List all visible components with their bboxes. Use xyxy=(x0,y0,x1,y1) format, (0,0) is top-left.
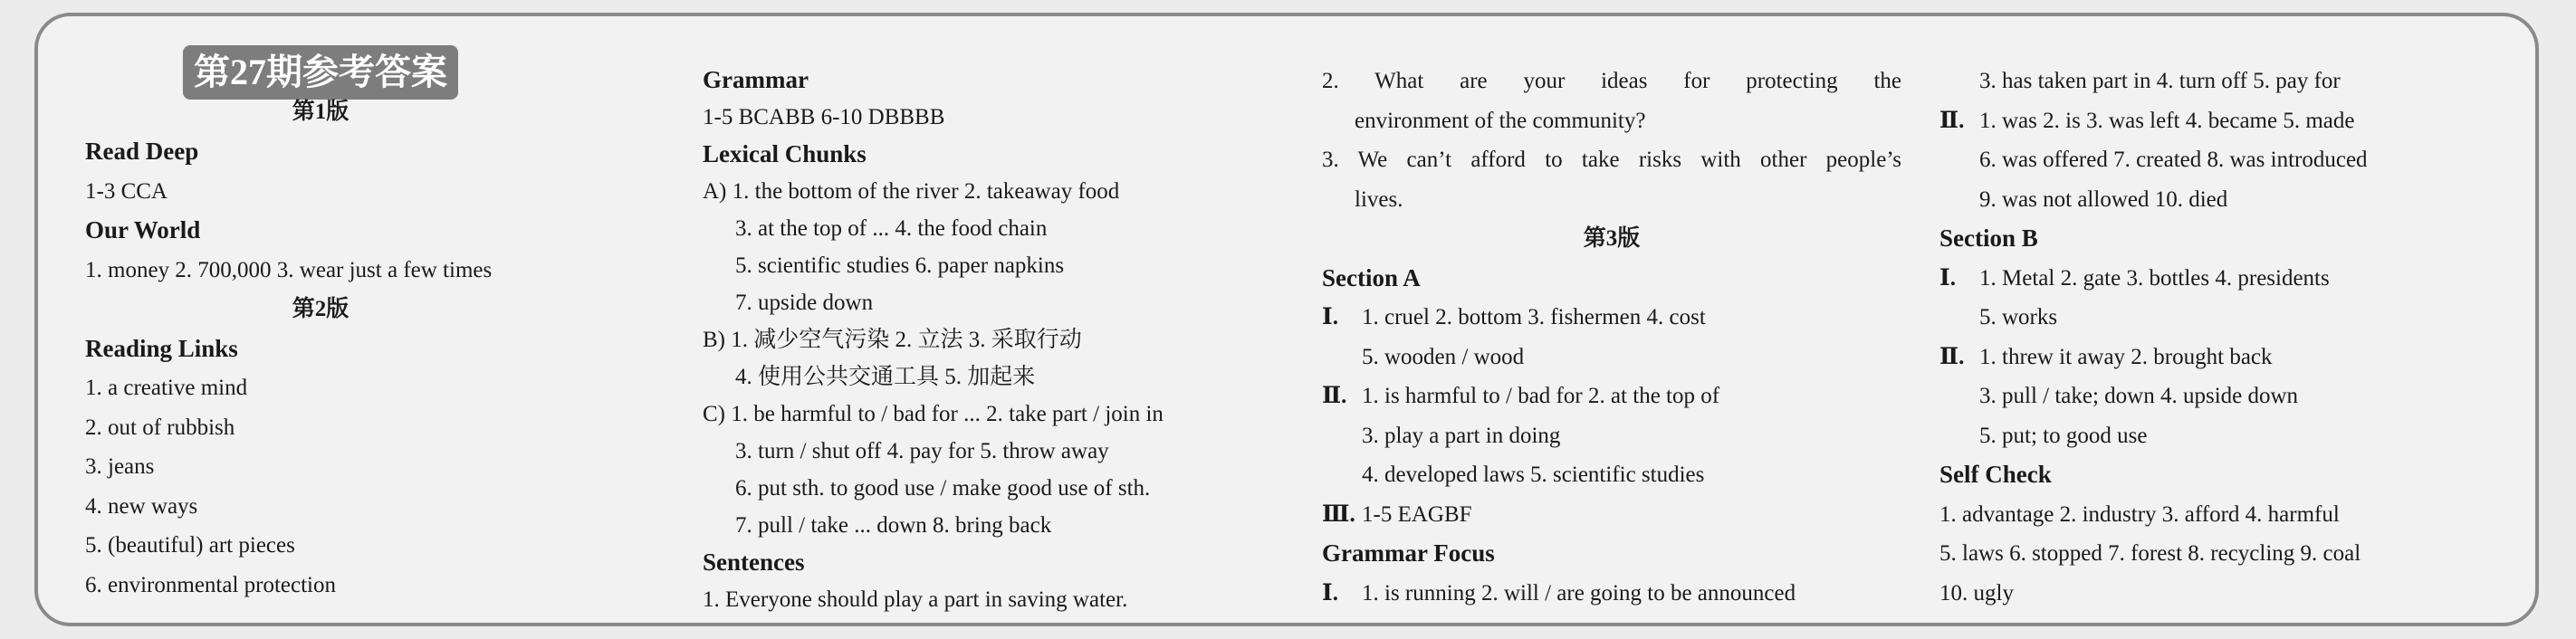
our-world-heading: Our World xyxy=(85,216,201,243)
self-check-line: 1. advantage 2. industry 3. afford 4. harmful xyxy=(1939,501,2340,527)
self-check-line: 10. ugly xyxy=(1939,580,2014,606)
column-3 xyxy=(1322,62,1901,613)
sentence-answer: 3. We can’t afford to take risks with other people’s xyxy=(1322,148,1901,172)
sentence-answer-cont: lives. xyxy=(1355,186,1403,212)
grammar-focus-line: 3. has taken part in 4. turn off 5. pay for xyxy=(1979,69,2341,93)
section-a-line xyxy=(1322,455,1901,495)
section-a-heading: Section A xyxy=(1322,263,1421,291)
grammar-answers: 1-5 BCABB 6-10 DBBBB xyxy=(703,105,945,129)
section-a-line xyxy=(1322,416,1901,456)
section-b-heading: Section B xyxy=(1939,224,2038,252)
section-b-line: 1. Metal 2. gate 3. bottles 4. presidents xyxy=(1979,265,2330,291)
section-b-line: 1. threw it away 2. brought back xyxy=(1979,344,2273,369)
page-3-heading: 第3版 xyxy=(1583,226,1641,251)
reading-links-heading: Reading Links xyxy=(85,334,238,362)
lexical-line: C) 1. be harmful to / bad for ... 2. take part / join in xyxy=(703,402,1164,426)
answer-text: 4. developed laws 5. scientific studies xyxy=(1362,463,1705,487)
lexical-line: A) 1. the bottom of the river 2. takeaway food xyxy=(703,179,1120,204)
self-check-line: 5. laws 6. stopped 7. forest 8. recycling 9. coal xyxy=(1939,541,2361,566)
grammar-focus-answer: 1. is running 2. will / are going to be announced xyxy=(1362,580,1796,606)
grammar-focus-line: 1. was 2. is 3. was left 4. became 5. made xyxy=(1979,108,2355,133)
section-a-line xyxy=(1322,377,1901,416)
column-4 xyxy=(1939,62,2501,613)
lexical-line: 7. upside down xyxy=(735,291,874,315)
lexical-chunks-heading: Lexical Chunks xyxy=(703,140,867,167)
roman-numeral: Ⅱ. xyxy=(1939,344,1965,369)
section-b-line: 5. works xyxy=(1979,305,2058,329)
column-1 xyxy=(85,52,556,605)
reading-links-answer: 3. jeans xyxy=(85,454,155,479)
reading-links-answer: 6. environmental protection xyxy=(85,572,337,597)
lexical-line: 3. at the top of ... 4. the food chain xyxy=(735,216,1048,241)
sentences-heading: Sentences xyxy=(703,548,805,576)
roman-numeral: Ⅱ. xyxy=(1939,108,1965,133)
issue-title: 第27期参考答案 xyxy=(183,45,458,100)
reading-links-answer: 2. out of rubbish xyxy=(85,415,235,440)
roman-numeral: Ⅱ. xyxy=(1322,384,1347,408)
sentence-answer-cont: environment of the community? xyxy=(1355,108,1646,133)
section-a-line xyxy=(1322,338,1901,377)
answer-text: 1. cruel 2. bottom 3. fishermen 4. cost xyxy=(1362,305,1706,329)
roman-numeral: Ⅲ. xyxy=(1322,501,1355,527)
answer-text: 1-5 EAGBF xyxy=(1362,501,1472,527)
read-deep-heading: Read Deep xyxy=(85,138,199,165)
our-world-answers: 1. money 2. 700,000 3. wear just a few times xyxy=(85,257,493,282)
section-a-line xyxy=(1322,495,1901,535)
section-b-line: 5. put; to good use xyxy=(1979,423,2148,448)
answer-card xyxy=(34,13,2539,626)
grammar-heading: Grammar xyxy=(703,66,809,93)
lexical-line: 5. scientific studies 6. paper napkins xyxy=(735,253,1065,278)
reading-links-answer: 5. (beautiful) art pieces xyxy=(85,533,295,558)
grammar-focus-heading: Grammar Focus xyxy=(1322,539,1495,567)
sentence-answer: 1. Everyone should play a part in saving water. xyxy=(703,587,1128,612)
read-deep-answers: 1-3 CCA xyxy=(85,178,168,204)
lexical-line: 6. put sth. to good use / make good use of sth. xyxy=(735,476,1151,501)
grammar-focus-line: 9. was not allowed 10. died xyxy=(1979,186,2228,212)
page-2-heading: 第2版 xyxy=(292,297,350,321)
sentence-answer: 2. What are your ideas for protecting the xyxy=(1322,69,1901,93)
column-2 xyxy=(703,62,1300,618)
lexical-line: 7. pull / take ... down 8. bring back xyxy=(735,513,1052,538)
lexical-line: 3. turn / shut off 4. pay for 5. throw away xyxy=(735,439,1109,463)
section-b-line: 3. pull / take; down 4. upside down xyxy=(1979,384,2299,408)
page-1-heading: 第1版 xyxy=(292,100,350,124)
self-check-heading: Self Check xyxy=(1939,461,2052,488)
section-a-line xyxy=(1322,298,1901,338)
grammar-focus-line: 6. was offered 7. created 8. was introduced xyxy=(1979,148,2368,172)
roman-numeral: Ⅰ. xyxy=(1322,580,1338,606)
lexical-line: 4. 使用公共交通工具 5. 加起来 xyxy=(735,365,1036,389)
roman-numeral: Ⅰ. xyxy=(1322,305,1338,329)
roman-numeral: Ⅰ. xyxy=(1939,265,1956,291)
answer-text: 5. wooden / wood xyxy=(1362,344,1525,369)
answer-text: 3. play a part in doing xyxy=(1362,423,1561,448)
reading-links-answer: 1. a creative mind xyxy=(85,376,248,400)
lexical-line: B) 1. 减少空气污染 2. 立法 3. 采取行动 xyxy=(703,328,1082,352)
answer-text: 1. is harmful to / bad for 2. at the top of xyxy=(1362,384,1720,408)
reading-links-answer: 4. new ways xyxy=(85,493,198,519)
